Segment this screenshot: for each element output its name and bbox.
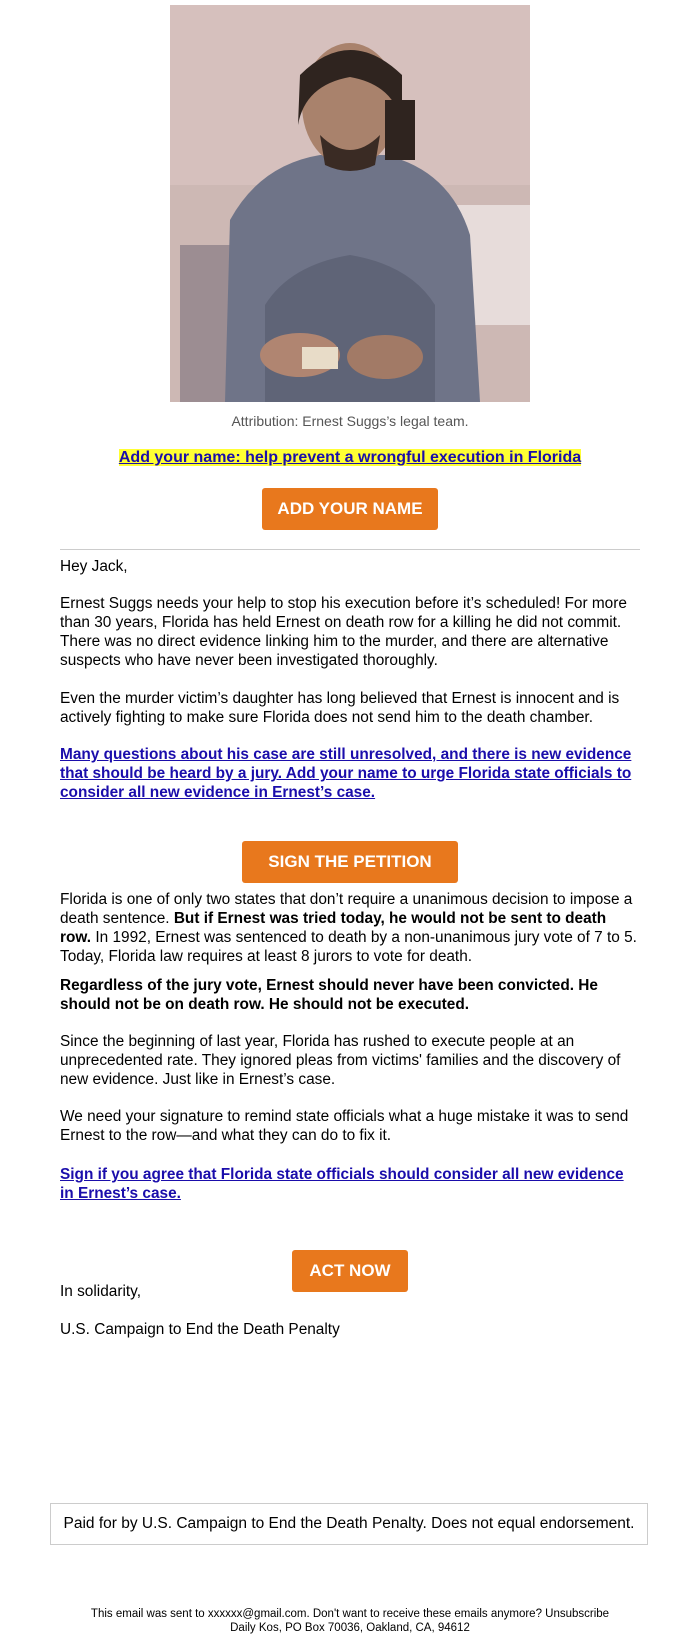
headline-link-wrap — [0, 449, 700, 467]
photo-caption: Attribution: Ernest Suggs’s legal team. — [231, 413, 469, 429]
closing: In solidarity, — [60, 1283, 141, 1300]
paragraph-3-c: In 1992, Ernest was sentenced to death by a non-unanimous jury vote of 7 to 5. Today, Florida law requires at least 8 jurors to vote for death. — [60, 929, 637, 965]
paragraph-6: We need your signature to remind state officials what a huge mistake it was to send Ernest to the row—and what they can do to fix it. — [60, 1108, 629, 1144]
portrait-photo — [170, 5, 530, 402]
petition-link-2[interactable]: Sign if you agree that Florida state officials should consider all new evidence in Ernest’s case. — [60, 1166, 624, 1202]
paragraph-3-a: Florida is one of only two states that don’t require a unanimous decision to impose a death sentence. — [60, 891, 633, 927]
footer-sent-to: This email was sent to xxxxxx@gmail.com. Don't want to receive these emails anymore? — [90, 1608, 546, 1620]
divider — [60, 549, 640, 550]
headline-petition-link[interactable]: Add your name: help prevent a wrongful execution in Florida — [118, 449, 582, 466]
paragraph-3-bold: But if Ernest was tried today, he would not be sent to death row. — [60, 910, 607, 946]
unsubscribe-link[interactable]: Unsubscribe — [545, 1608, 610, 1620]
add-your-name-button[interactable]: ADD YOUR NAME — [262, 488, 438, 530]
signature: U.S. Campaign to End the Death Penalty — [60, 1321, 340, 1338]
paid-for-disclaimer: Paid for by U.S. Campaign to End the Death Penalty. Does not equal endorsement. — [50, 1503, 648, 1545]
petition-link-paragraph — [60, 745, 640, 802]
act-now-button[interactable]: ACT NOW — [292, 1250, 408, 1292]
paragraph-5: Since the beginning of last year, Florida has rushed to execute people at an unprecedented rate. They ignored pleas from victims' families and the discovery of new evidence. Just like in Ernest’s case. — [60, 1033, 621, 1088]
portrait-illustration — [170, 5, 530, 402]
petition-link-1[interactable]: Many questions about his case are still unresolved, and there is new evidence that should be heard by a jury. Add your name to urge Florida state officials to consider all new evidence in Ernest’s case. — [60, 746, 632, 801]
paragraph-4: Regardless of the jury vote, Ernest should never have been convicted. He should not be on death row. He should not be executed. — [60, 977, 598, 1013]
petition-link-paragraph-2 — [60, 1165, 640, 1203]
paragraph-3 — [60, 890, 640, 966]
greeting: Hey Jack, — [60, 558, 128, 575]
paragraph-1: Ernest Suggs needs your help to stop his execution before it’s scheduled! For more than 30 years, Florida has held Ernest on death row for a killing he did not commit. There was no direct evidence linking him to the murder, and there are alternative suspects who have never been investigated thoroughly. — [60, 595, 627, 669]
sign-petition-button[interactable]: SIGN THE PETITION — [242, 841, 458, 883]
footer-line-1 — [0, 1607, 700, 1621]
footer-address: Daily Kos, PO Box 70036, Oakland, CA, 94612 — [230, 1622, 470, 1634]
paragraph-2: Even the murder victim’s daughter has long believed that Ernest is innocent and is actively fighting to make sure Florida does not send him to the death chamber. — [60, 690, 620, 726]
email-footer — [0, 1607, 700, 1635]
